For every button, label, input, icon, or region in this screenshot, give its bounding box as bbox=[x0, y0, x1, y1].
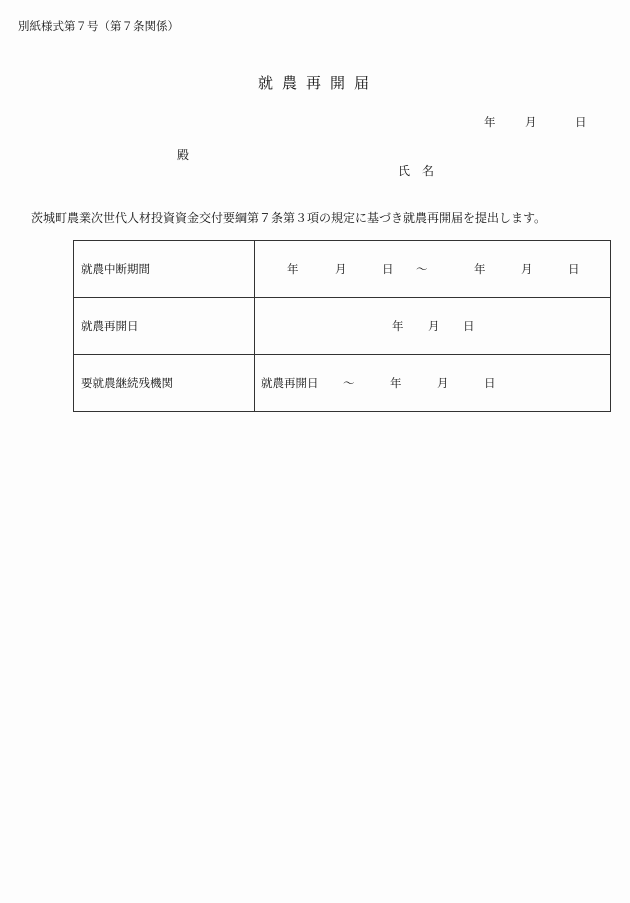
row-label: 要就農継続残機関 bbox=[74, 355, 255, 412]
remaining-day-label: 日 bbox=[484, 376, 496, 390]
remaining-year-label: 年 bbox=[390, 376, 402, 390]
resumption-form-table bbox=[73, 240, 611, 412]
table-row-remaining-period bbox=[74, 355, 611, 412]
resumption-date-field[interactable] bbox=[255, 298, 611, 355]
end-day-label: 日 bbox=[568, 262, 580, 276]
date-month-label: 月 bbox=[525, 115, 537, 129]
start-month-label: 月 bbox=[335, 262, 347, 276]
row-label: 就農中断期間 bbox=[74, 241, 255, 298]
remaining-period-field[interactable] bbox=[255, 355, 611, 412]
table-row-interruption-period bbox=[74, 241, 611, 298]
start-year-label: 年 bbox=[287, 262, 299, 276]
resume-day-label: 日 bbox=[463, 319, 475, 333]
range-separator: ～ bbox=[343, 376, 355, 390]
end-month-label: 月 bbox=[521, 262, 533, 276]
table-row-resumption-date bbox=[74, 298, 611, 355]
form-reference: 別紙様式第７号（第７条関係） bbox=[18, 19, 179, 33]
date-day-label: 日 bbox=[575, 115, 587, 129]
end-year-label: 年 bbox=[474, 262, 486, 276]
range-separator: ～ bbox=[416, 262, 428, 276]
applicant-name-label: 氏 名 bbox=[398, 164, 435, 178]
start-day-label: 日 bbox=[382, 262, 394, 276]
resume-month-label: 月 bbox=[428, 319, 440, 333]
statement-text: 茨城町農業次世代人材投資資金交付要綱第７条第３項の規定に基づき就農再開届を提出します。 bbox=[31, 211, 547, 225]
addressee-suffix: 殿 bbox=[177, 148, 190, 162]
interruption-period-field[interactable] bbox=[255, 241, 611, 298]
remaining-month-label: 月 bbox=[437, 376, 449, 390]
date-year-label: 年 bbox=[484, 115, 496, 129]
remaining-prefix: 就農再開日 bbox=[261, 376, 319, 390]
row-label: 就農再開日 bbox=[74, 298, 255, 355]
document-title: 就農再開届 bbox=[257, 74, 378, 92]
resume-year-label: 年 bbox=[392, 319, 404, 333]
